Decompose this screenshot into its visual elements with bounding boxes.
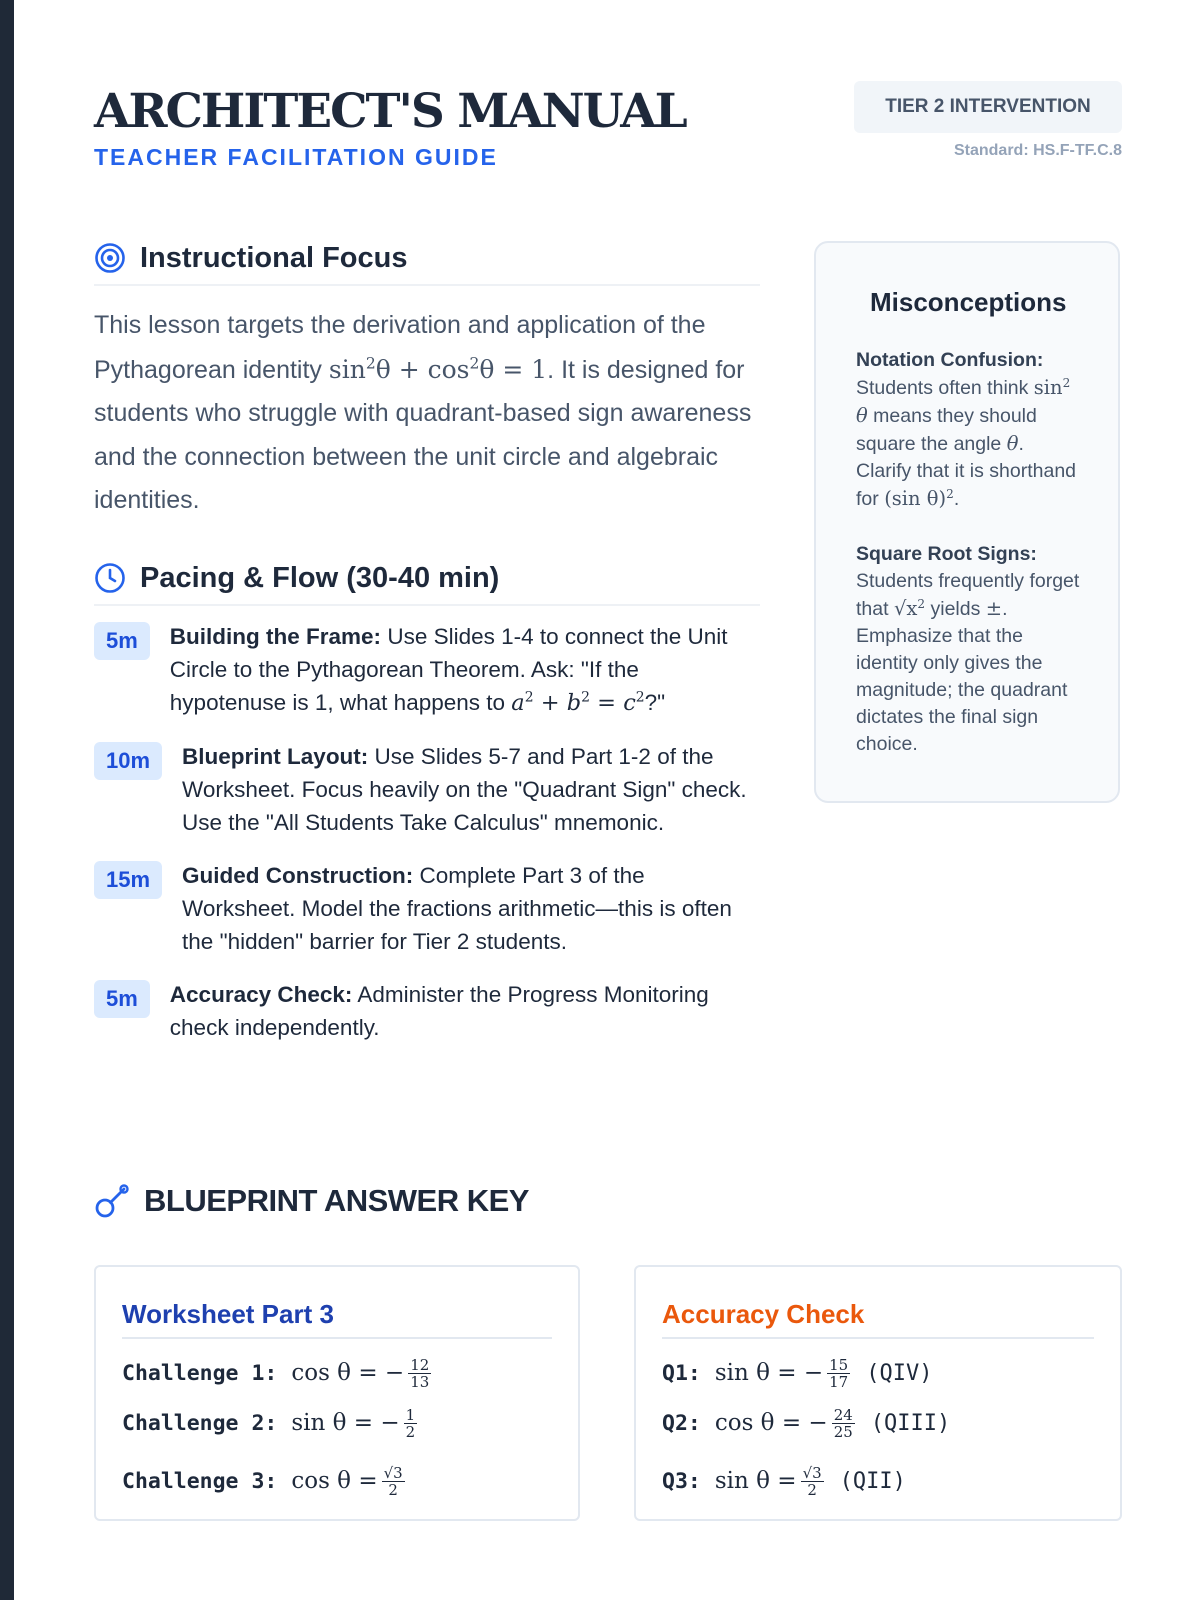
fraction — [404, 1407, 418, 1440]
math-theta: θ — [1006, 432, 1019, 455]
misconception-text: means they should square the angle — [856, 405, 1037, 455]
instructional-focus-section — [94, 232, 760, 523]
clock-icon — [94, 562, 126, 594]
misconception-label: Notation Confusion: — [856, 349, 1044, 371]
pacing-section — [94, 552, 760, 1064]
fraction — [801, 1465, 824, 1498]
fraction — [408, 1357, 431, 1390]
math-theta: θ — [856, 404, 868, 427]
math-a: a — [511, 690, 525, 716]
answer-expression: sin θ = − — [714, 1360, 824, 1386]
numerator: 12 — [410, 1355, 430, 1374]
target-icon — [94, 242, 126, 274]
answer-expression: sin θ = — [714, 1468, 797, 1494]
standard-label: Standard: HS.F-TF.C.8 — [953, 142, 1122, 159]
identity-sin: sin — [328, 354, 366, 384]
answer-row — [662, 1353, 1094, 1393]
pacing-text — [182, 740, 760, 839]
focus-paragraph — [94, 304, 760, 523]
pacing-body: Use Slides 5-7 and Part 1-2 of the Worksheet. Focus heavily on the "Quadrant Sign" check. Use the "All Students Take Calculus" mnemonic. — [182, 744, 747, 835]
math-eq: = c — [590, 690, 636, 716]
denominator: 2 — [388, 1480, 398, 1499]
pacing-text — [182, 859, 760, 958]
pacing-label: Blueprint Layout: — [182, 744, 369, 769]
section-title: Instructional Focus — [140, 241, 408, 274]
answer-label: Challenge 3: — [122, 1468, 278, 1494]
answer-row — [122, 1403, 552, 1443]
pacing-body-end: ?" — [644, 690, 666, 715]
math-plus-minus: ± — [985, 597, 1003, 620]
numerator: 15 — [829, 1355, 849, 1374]
math-plus: + b — [533, 690, 582, 716]
misconceptions-panel — [814, 241, 1120, 803]
pacing-item — [94, 620, 760, 720]
page — [94, 0, 1122, 1600]
fraction — [827, 1357, 850, 1390]
pacing-text: Building the Frame: Use Slides 1-4 to connect the Unit Circle to the Pythagorean Theorem. Ask: "If the hypotenuse is 1, what happens to $a^2 + b^2 = c^2$?" — [169, 624, 728, 716]
misconception-item: Notation Confusion: Students often think $\sin^2 \theta$ means they should square the angle θ. Clarify that it is shorthand for (sin θ)$^2$. — [856, 349, 1077, 510]
answer-label: Q1: — [662, 1360, 701, 1386]
pacing-label: Guided Construction: — [182, 863, 414, 888]
answer-expression: cos θ = − — [714, 1410, 828, 1436]
answer-row — [662, 1459, 1094, 1503]
page-title: ARCHITECT'S MANUAL — [94, 84, 686, 139]
answer-label: Q2: — [662, 1410, 701, 1436]
identity-formula: $\sin^2\theta + \cos^2\theta = 1$ — [328, 354, 548, 384]
pacing-list — [94, 620, 760, 1044]
misconception-text: Students often think — [856, 377, 1034, 399]
tier-badge: TIER 2 INTERVENTION — [854, 81, 1122, 133]
key-icon — [94, 1183, 130, 1219]
fraction — [832, 1407, 855, 1440]
misconceptions-title: Misconceptions — [870, 287, 1067, 317]
focus-text-start: This lesson targets the derivation and application of the Pythagorean identity — [94, 311, 706, 384]
identity-end: θ = 1 — [479, 354, 548, 384]
misconception-text: Students frequently forget that — [856, 570, 1080, 620]
denominator: 13 — [410, 1372, 430, 1391]
numerator: √3 — [802, 1463, 822, 1482]
denominator: 25 — [833, 1422, 853, 1441]
focus-text-end: . It is designed for students who struggle with quadrant-based sign awareness and the connection between the unit circle and algebraic identities. — [94, 355, 752, 514]
pacing-item — [94, 740, 760, 839]
pacing-item — [94, 978, 760, 1044]
time-badge: 10m — [94, 742, 162, 780]
accuracy-answer-card — [634, 1265, 1122, 1521]
pacing-body: Complete Part 3 of the Worksheet. Model the fractions arithmetic—this is often the "hidden" barrier for Tier 2 students. — [182, 863, 732, 954]
misconception-text: yields — [925, 598, 986, 620]
math-shorthand: (sin θ) — [884, 487, 947, 510]
section-title: Pacing & Flow (30-40 min) — [140, 561, 500, 594]
answer-key-heading — [94, 1178, 529, 1224]
pacing-heading — [94, 552, 760, 606]
pacing-body: Use Slides 1-4 to connect the Unit Circle to the Pythagorean Theorem. Ask: "If the hypotenuse is 1, what happens to — [169, 624, 728, 715]
denominator: 2 — [405, 1422, 416, 1441]
pacing-label: Building the Frame: — [169, 624, 382, 649]
misconception-text: . — [953, 488, 960, 510]
pacing-label: Accuracy Check: — [169, 982, 353, 1007]
misconception-text: . Clarify that it is shorthand for — [856, 433, 1077, 510]
answer-expression: cos θ = — [291, 1468, 378, 1494]
quadrant-label: (QIII) — [870, 1410, 951, 1436]
numerator: 24 — [833, 1405, 853, 1424]
misconception-label: Square Root Signs: — [856, 543, 1037, 565]
answer-row — [662, 1403, 1094, 1443]
pacing-item — [94, 859, 760, 958]
answer-row — [122, 1459, 552, 1503]
card-title: Worksheet Part 3 — [122, 1297, 552, 1339]
numerator: √3 — [383, 1463, 403, 1482]
answer-expression: cos θ = − — [291, 1360, 405, 1386]
denominator: 17 — [829, 1372, 849, 1391]
page-subtitle: TEACHER FACILITATION GUIDE — [94, 144, 498, 170]
math-sin: sin — [1033, 376, 1063, 399]
answer-key-title: BLUEPRINT ANSWER KEY — [144, 1183, 529, 1218]
time-badge: 5m — [94, 980, 150, 1018]
quadrant-label: (QII) — [839, 1468, 906, 1494]
instructional-focus-heading — [94, 232, 760, 286]
answer-row — [122, 1353, 552, 1393]
left-accent-bar — [0, 0, 14, 1600]
answer-label: Challenge 1: — [122, 1360, 278, 1386]
denominator: 2 — [807, 1480, 817, 1499]
misconception-item: Square Root Signs: Students frequently forget that $√x^2$ yields ±. Emphasize that the identity only gives the magnitude; the quadrant dictates the final sign choice. — [856, 543, 1080, 755]
answer-label: Challenge 2: — [122, 1410, 278, 1436]
math-root: √x — [893, 597, 918, 620]
answer-label: Q3: — [662, 1468, 701, 1494]
misconception-text: . Emphasize that the identity only gives the magnitude; the quadrant dictates the final sign choice. — [856, 598, 1068, 755]
pacing-body: Administer the Progress Monitoring check independently. — [169, 982, 709, 1040]
card-title: Accuracy Check — [662, 1297, 1094, 1339]
quadrant-label: (QIV) — [866, 1360, 933, 1386]
fraction — [382, 1465, 405, 1498]
worksheet-answer-card — [94, 1265, 580, 1521]
time-badge: 15m — [94, 861, 162, 899]
identity-plus: θ + cos — [375, 354, 470, 384]
pacing-text — [170, 978, 760, 1044]
time-badge: 5m — [94, 622, 150, 660]
answer-expression: sin θ = − — [291, 1410, 400, 1436]
numerator: 1 — [405, 1405, 416, 1424]
